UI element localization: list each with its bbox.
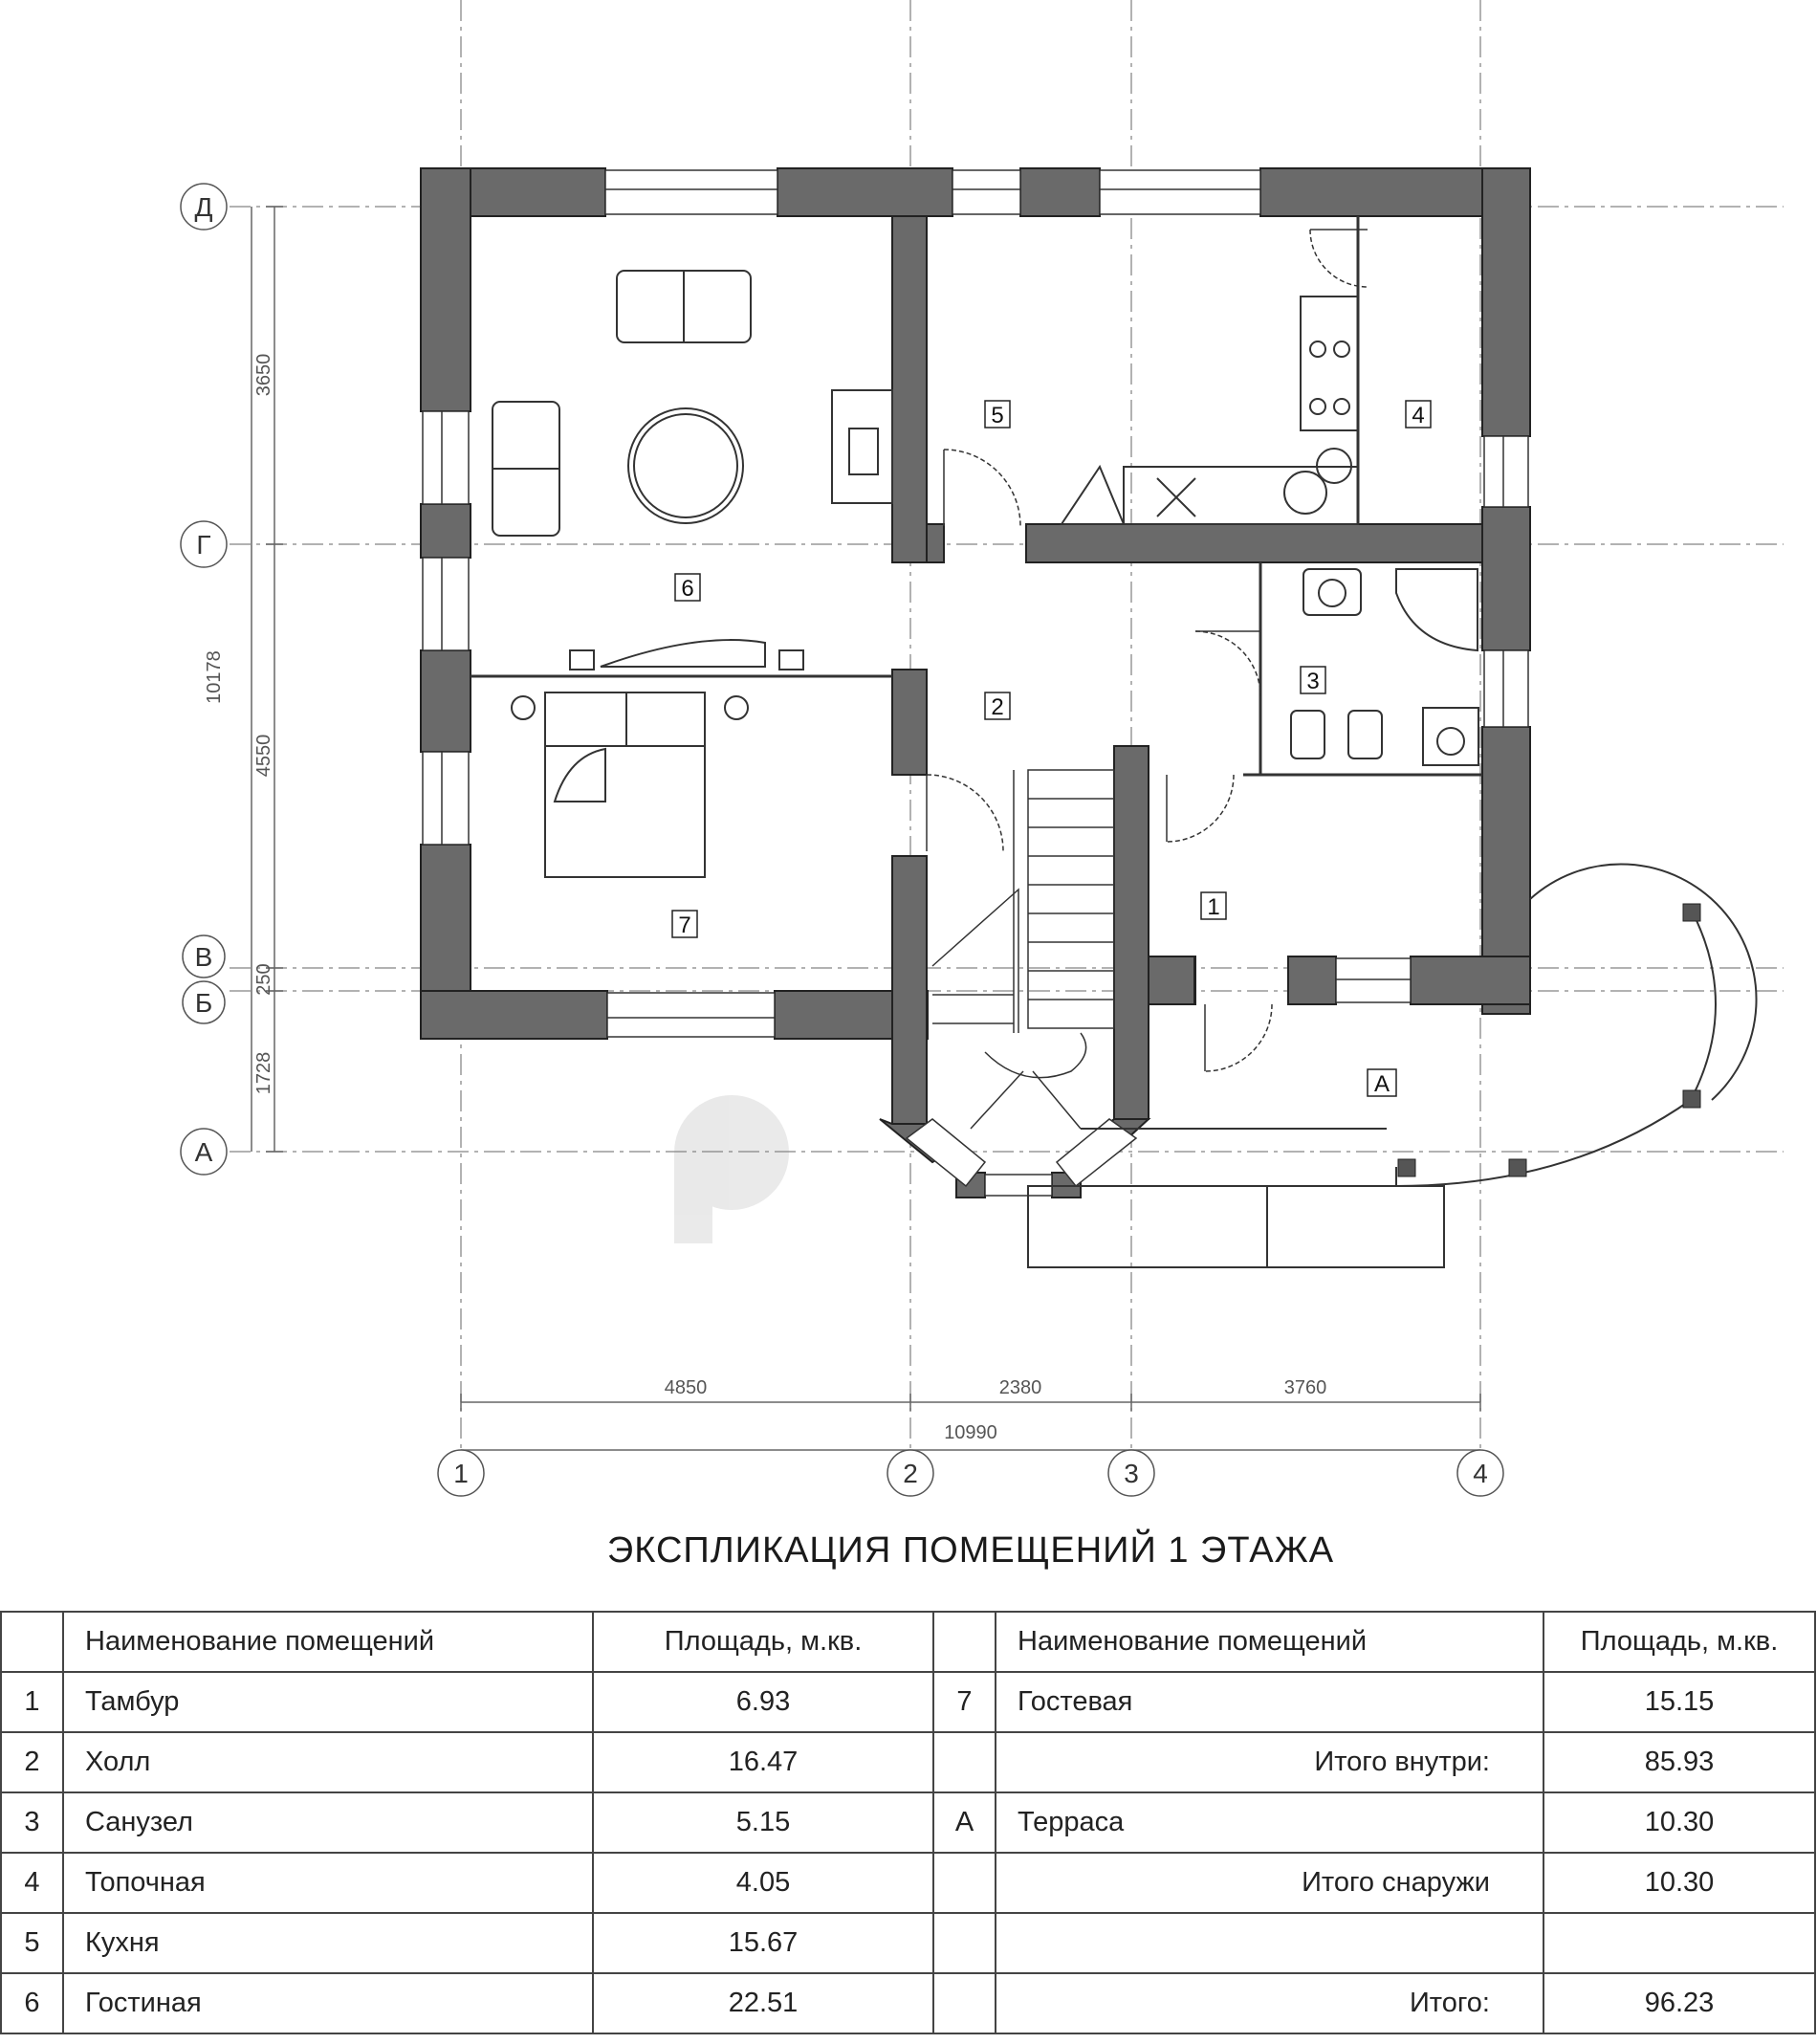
header-area: Площадь, м.кв. — [593, 1612, 933, 1672]
kitchen-fixtures — [1062, 297, 1358, 524]
table-row — [1, 1973, 1815, 2033]
table-row — [1, 1792, 1815, 1853]
dim-2380: 2380 — [998, 1377, 1042, 1398]
row-room-area-2: 15.15 — [1543, 1672, 1815, 1732]
header-area-2: Площадь, м.кв. — [1543, 1612, 1815, 1672]
row-number-2 — [933, 1732, 996, 1792]
table-row — [1, 1672, 1815, 1732]
row-number-2 — [933, 1853, 996, 1913]
room-tag-2: 2 — [991, 694, 1004, 720]
row-subtotal-label: Итого снаружи — [996, 1853, 1543, 1913]
row-room-area: 16.47 — [593, 1732, 933, 1792]
row-number: 3 — [1, 1792, 63, 1853]
row-number-2 — [933, 1913, 996, 1973]
row-room-name: Холл — [63, 1732, 593, 1792]
room-tag-3: 3 — [1306, 669, 1320, 694]
row-room-area-2: 10.30 — [1543, 1853, 1815, 1913]
row-room-area: 5.15 — [593, 1792, 933, 1853]
row-room-name: Топочная — [63, 1853, 593, 1913]
row-room-name: Гостиная — [63, 1973, 593, 2033]
axis-label-3: 3 — [1124, 1459, 1139, 1488]
row-room-name-2 — [996, 1913, 1543, 1973]
dim-3760: 3760 — [1283, 1377, 1327, 1398]
row-room-area: 6.93 — [593, 1672, 933, 1732]
room-tag-7: 7 — [678, 912, 691, 938]
axis-label-b: Б — [194, 988, 213, 1018]
dim-250: 250 — [253, 963, 274, 996]
axis-label-a: А — [194, 1137, 213, 1167]
room-tag-a: А — [1373, 1071, 1390, 1097]
row-room-area-2: 85.93 — [1543, 1732, 1815, 1792]
bay-windows — [907, 1119, 1136, 1196]
row-room-name-2: Гостевая — [996, 1672, 1543, 1732]
staircase — [932, 770, 1114, 1129]
dim-4550: 4550 — [253, 734, 274, 778]
room-tag-4: 4 — [1412, 403, 1425, 429]
room-schedule-table — [0, 1611, 1816, 2034]
dim-1728: 1728 — [253, 1051, 274, 1095]
room-tag-6: 6 — [681, 576, 694, 602]
living-room-furniture — [493, 271, 892, 670]
dim-4850: 4850 — [664, 1377, 708, 1398]
exterior-walls — [421, 168, 1530, 1039]
axis-label-1: 1 — [453, 1459, 469, 1488]
row-room-name-2: Терраса — [996, 1792, 1543, 1853]
axis-label-v: В — [194, 942, 213, 972]
axis-label-4: 4 — [1473, 1459, 1488, 1488]
axis-label-g: Г — [196, 530, 211, 560]
row-number: 4 — [1, 1853, 63, 1913]
dim-10990: 10990 — [944, 1422, 997, 1443]
row-number: 2 — [1, 1732, 63, 1792]
table-header-row — [1, 1612, 1815, 1672]
row-number-2 — [933, 1973, 996, 2033]
row-number-2: 7 — [933, 1672, 996, 1732]
row-room-name: Тамбур — [63, 1672, 593, 1732]
dim-3650: 3650 — [253, 353, 274, 397]
header-name-2: Наименование помещений — [996, 1612, 1543, 1672]
table-row — [1, 1732, 1815, 1792]
row-number: 6 — [1, 1973, 63, 2033]
row-room-area: 4.05 — [593, 1853, 933, 1913]
row-total-label: Итого: — [996, 1973, 1543, 2033]
terrace-columns — [1398, 904, 1700, 1176]
row-room-area: 15.67 — [593, 1913, 933, 1973]
dim-10178: 10178 — [204, 650, 225, 704]
axis-label-2: 2 — [903, 1459, 918, 1488]
table-row — [1, 1853, 1815, 1913]
row-subtotal-label: Итого внутри: — [996, 1732, 1543, 1792]
row-room-name: Кухня — [63, 1913, 593, 1973]
table-row — [1, 1913, 1815, 1973]
row-number-2: А — [933, 1792, 996, 1853]
row-number: 1 — [1, 1672, 63, 1732]
axis-label-d: Д — [194, 192, 213, 222]
partitions — [471, 216, 1482, 775]
row-total-area: 96.23 — [1543, 1973, 1815, 2033]
row-room-area: 22.51 — [593, 1973, 933, 2033]
row-room-name: Санузел — [63, 1792, 593, 1853]
windows — [423, 170, 1528, 1037]
row-room-area-2 — [1543, 1913, 1815, 1973]
header-number-cell-2 — [933, 1612, 996, 1672]
row-number: 5 — [1, 1913, 63, 1973]
watermark-logo — [674, 1095, 789, 1243]
header-number-cell — [1, 1612, 63, 1672]
room-tag-1: 1 — [1207, 894, 1220, 920]
guest-room-furniture — [512, 692, 748, 877]
header-name: Наименование помещений — [63, 1612, 593, 1672]
room-tag-5: 5 — [991, 403, 1004, 429]
schedule-title: ЭКСПЛИКАЦИЯ ПОМЕЩЕНИЙ 1 ЭТАЖА — [606, 1530, 1335, 1571]
row-room-area-2: 10.30 — [1543, 1792, 1815, 1853]
